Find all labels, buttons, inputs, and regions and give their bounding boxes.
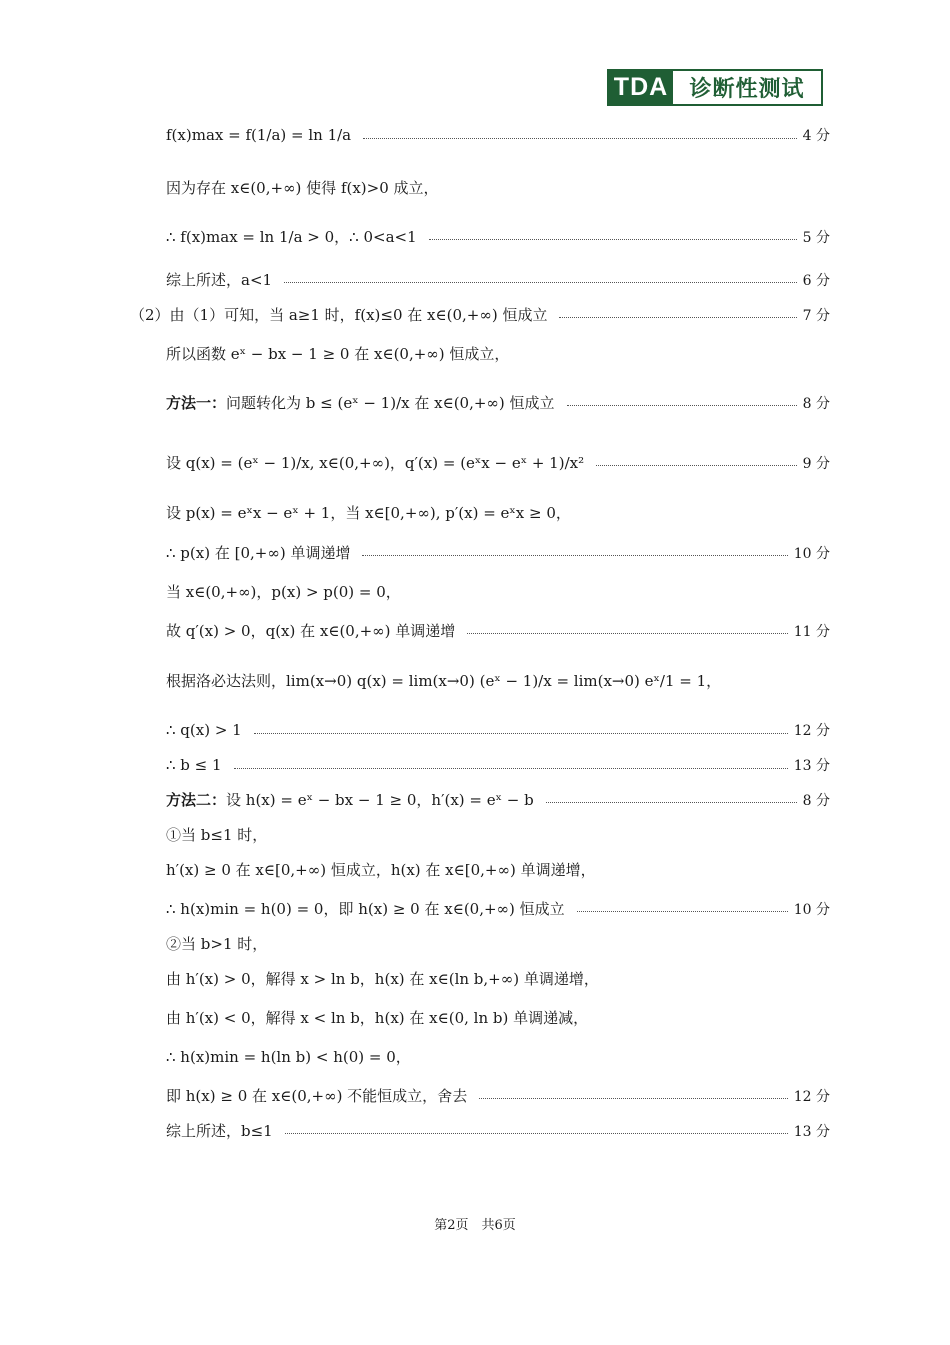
- solution-line: 所以函数 eˣ − bx − 1 ≥ 0 在 x∈(0,+∞) 恒成立，: [166, 345, 510, 363]
- dot-leader: [559, 317, 796, 318]
- score-label: 4 分: [802, 128, 830, 144]
- dot-leader: [254, 733, 788, 734]
- score-label: 13 分: [793, 758, 830, 774]
- solution-line: 方法二： 设 h(x) = eˣ − bx − 1 ≥ 0，h′(x) = eˣ − b 8 分: [166, 791, 830, 809]
- score-label: 5 分: [802, 229, 830, 246]
- solution-line: 设 q(x) = (eˣ − 1)/x, x∈(0,+∞)，q′(x) = (eˣx − eˣ + 1)/x² 9 分: [166, 454, 830, 472]
- score-label: 12 分: [793, 1088, 830, 1105]
- solution-line: f(x)max = f(1/a) = ln 1/a 4 分: [166, 126, 830, 144]
- solution-line: ∴ b ≤ 1 13 分: [166, 756, 830, 774]
- solution-line: 综上所述，a<1 6 分: [166, 271, 830, 289]
- brand-logo-box: [607, 69, 823, 106]
- score-label: 13 分: [793, 1123, 830, 1140]
- solution-line: （2）由（1）可知，当 a≥1 时，f(x)≤0 在 x∈(0,+∞) 恒成立 7 分: [130, 306, 830, 324]
- solution-line: ①当 b≤1 时，: [166, 826, 268, 844]
- dot-leader: [467, 633, 787, 634]
- solution-line: ∴ f(x)max = ln 1/a > 0，∴ 0<a<1 5 分: [166, 228, 830, 246]
- solution-line: 由 h′(x) < 0，解得 x < ln b，h(x) 在 x∈(0, ln b) 单调递减，: [166, 1009, 589, 1027]
- score-label: 10 分: [793, 545, 830, 562]
- score-label: 9 分: [802, 455, 830, 472]
- score-label: 10 分: [793, 901, 830, 918]
- solution-line: 即 h(x) ≥ 0 在 x∈(0,+∞) 不能恒成立，舍去 12 分: [166, 1087, 830, 1105]
- solution-line: 根据洛必达法则，lim(x→0) q(x) = lim(x→0) (eˣ − 1)/x = lim(x→0) eˣ/1 = 1，: [166, 672, 722, 690]
- solution-line: ∴ p(x) 在 [0,+∞) 单调递增 10 分: [166, 544, 830, 562]
- dot-leader: [577, 911, 788, 912]
- page-footer: 第2页 共6页: [434, 1218, 516, 1233]
- dot-leader: [479, 1098, 788, 1099]
- solution-line: 故 q′(x) > 0，q(x) 在 x∈(0,+∞) 单调递增 11 分: [166, 622, 830, 640]
- dot-leader: [285, 1133, 788, 1134]
- brand-logo: TDA: [609, 71, 673, 104]
- solution-line: ∴ h(x)min = h(ln b) < h(0) = 0，: [166, 1048, 411, 1066]
- method-label: 方法一：: [166, 394, 227, 412]
- solution-line: ∴ q(x) > 1 12 分: [166, 721, 830, 739]
- score-label: 12 分: [793, 723, 830, 739]
- solution-line: 设 p(x) = eˣx − eˣ + 1，当 x∈[0,+∞), p′(x) = eˣx ≥ 0，: [166, 504, 571, 522]
- solution-line: ∴ h(x)min = h(0) = 0，即 h(x) ≥ 0 在 x∈(0,+∞) 恒成立 10 分: [166, 900, 830, 918]
- score-label: 6 分: [802, 272, 830, 289]
- solution-line: 由 h′(x) > 0，解得 x > ln b，h(x) 在 x∈(ln b,+∞) 单调递增，: [166, 970, 599, 988]
- dot-leader: [567, 405, 797, 406]
- solution-line: 方法一： 问题转化为 b ≤ (eˣ − 1)/x 在 x∈(0,+∞) 恒成立 8 分: [166, 394, 830, 412]
- dot-leader: [546, 802, 797, 803]
- brand-title: 诊断性测试: [689, 77, 805, 102]
- dot-leader: [234, 768, 788, 769]
- score-label: 8 分: [802, 792, 830, 809]
- score-label: 11 分: [793, 623, 830, 640]
- dot-leader: [429, 239, 797, 240]
- solution-line: h′(x) ≥ 0 在 x∈[0,+∞) 恒成立，h(x) 在 x∈[0,+∞) 单调递增，: [166, 861, 596, 879]
- dot-leader: [363, 138, 797, 139]
- solution-line: 因为存在 x∈(0,+∞) 使得 f(x)>0 成立，: [166, 179, 439, 197]
- solution-line: ②当 b>1 时，: [166, 935, 268, 953]
- solution-line: 综上所述，b≤1 13 分: [166, 1122, 830, 1140]
- score-label: 8 分: [802, 395, 830, 412]
- score-label: 7 分: [802, 307, 830, 324]
- solution-line: 当 x∈(0,+∞)，p(x) > p(0) = 0，: [166, 583, 401, 601]
- dot-leader: [596, 465, 797, 466]
- dot-leader: [362, 555, 787, 556]
- dot-leader: [284, 282, 797, 283]
- method-label: 方法二：: [166, 791, 227, 809]
